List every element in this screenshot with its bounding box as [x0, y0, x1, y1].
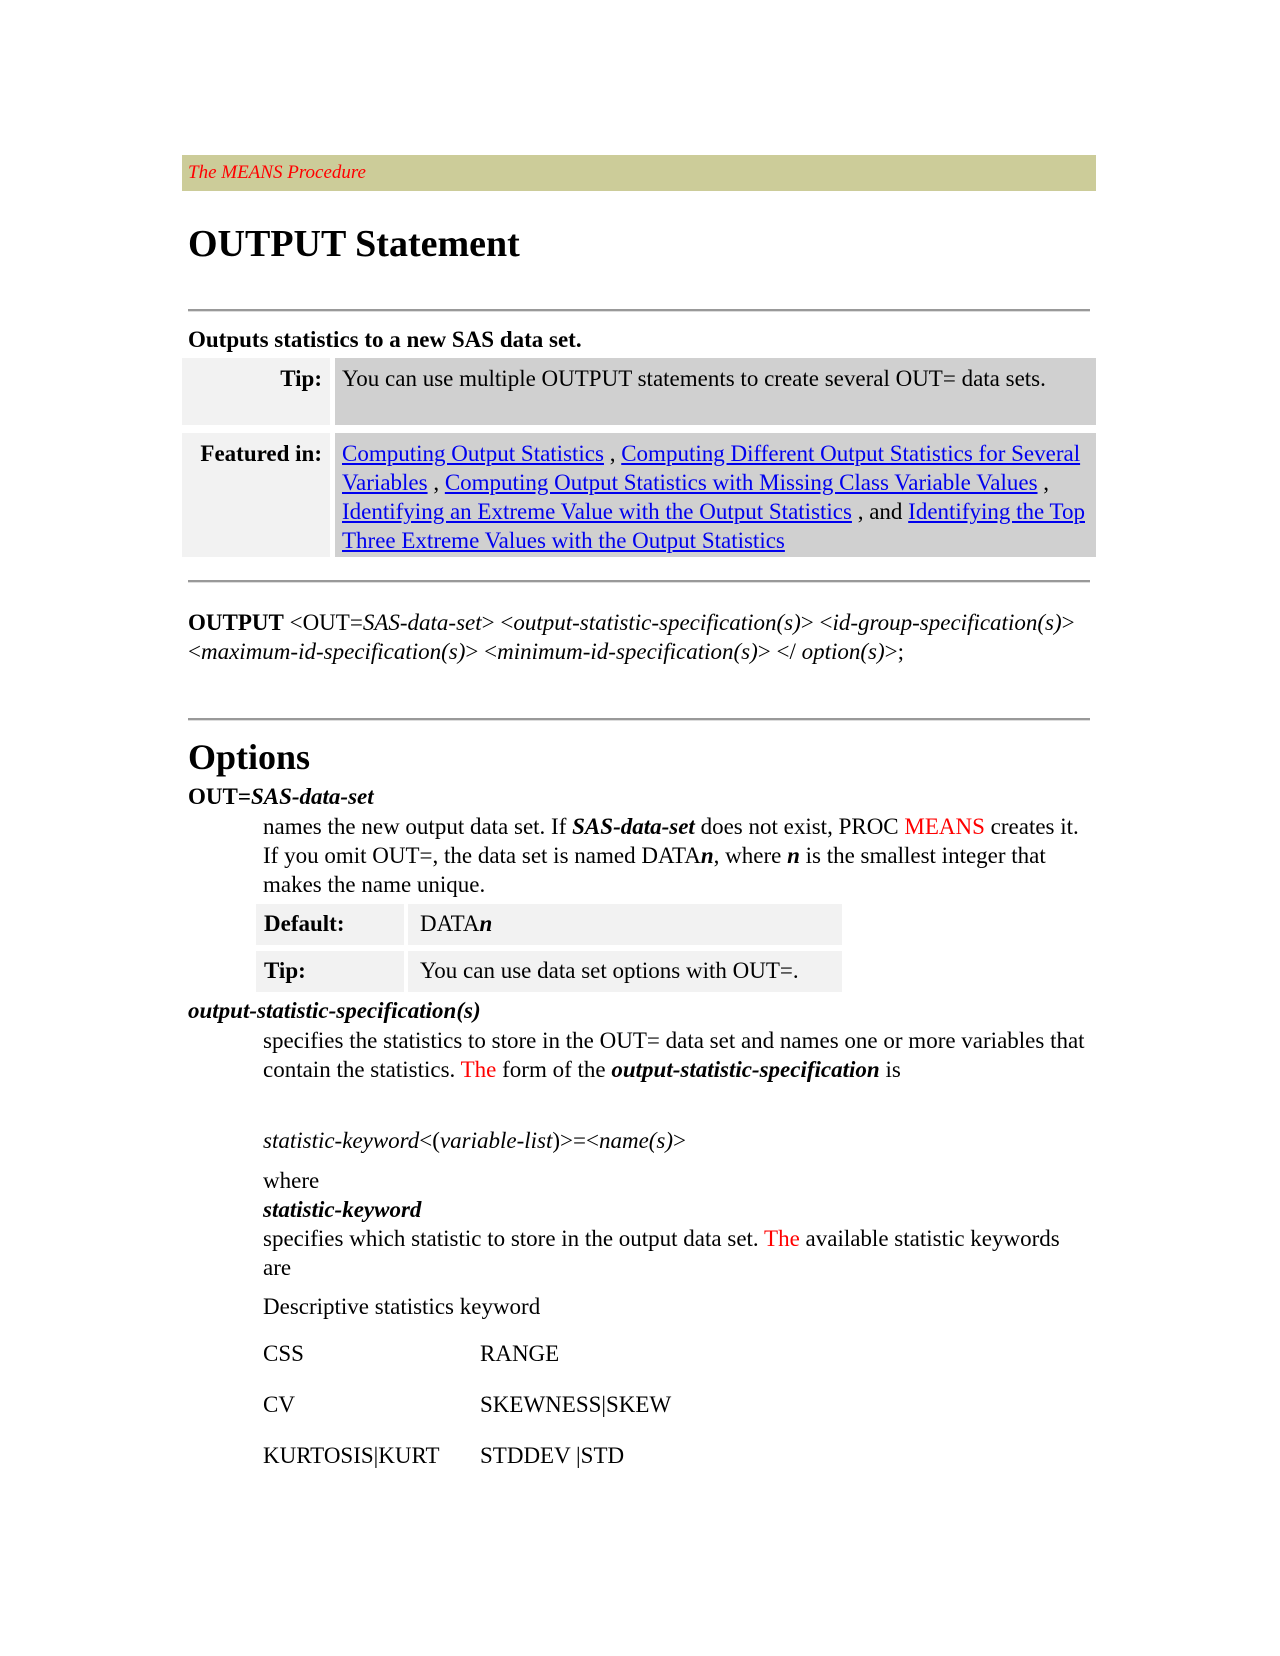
desc-text: is — [879, 1057, 901, 1082]
featured-link[interactable]: Identifying the Top Three Extreme Values with the Output Statistics — [342, 499, 1085, 553]
option-tip-row — [256, 951, 842, 992]
option-out-description — [263, 812, 1093, 899]
desc-arg: n — [787, 843, 800, 868]
desc-highlight: The — [460, 1057, 497, 1082]
divider — [188, 309, 1090, 312]
desc-text: creates it. If you omit OUT=, the data set is named DATA — [263, 814, 1079, 868]
statistic-form — [263, 1126, 1093, 1155]
option-out-name — [188, 784, 374, 810]
default-value — [408, 904, 842, 945]
featured-link[interactable]: Identifying an Extreme Value with the Output Statistics — [342, 499, 852, 524]
syntax-arg: id-group-specification(s) — [832, 610, 1062, 635]
desc-text: specifies which statistic to store in the output data set. — [263, 1226, 765, 1251]
form-arg: name(s) — [598, 1128, 674, 1153]
options-heading: Options — [188, 737, 311, 777]
option-tip-value: You can use data set options with OUT=. — [408, 951, 842, 992]
link-separator: , — [1037, 470, 1050, 495]
option-name-arg: SAS-data-set — [250, 784, 374, 809]
keyword-cell: CSS — [263, 1341, 304, 1366]
syntax-text: > </ — [757, 639, 802, 664]
desc-highlight: The — [764, 1226, 800, 1251]
featured-link[interactable]: Computing Different Output Statistics for Several Variables — [342, 441, 1081, 495]
desc-text: specifies the statistics to store in the OUT= data set and names one or more variables that contain the statistics. — [263, 1028, 1085, 1082]
tip-row — [182, 358, 1096, 425]
syntax-text: > < — [800, 610, 833, 635]
option-stat-description — [263, 1026, 1093, 1084]
divider — [188, 580, 1090, 583]
keyword-cell: CV — [263, 1392, 295, 1417]
keyword-term-text: statistic-keyword — [263, 1197, 422, 1222]
form-text: > — [673, 1128, 687, 1153]
syntax-arg: minimum-id-specification(s) — [497, 639, 758, 664]
desc-arg: SAS-data-set — [572, 814, 695, 839]
syntax-text: >; — [884, 639, 905, 664]
syntax-arg: SAS-data-set — [362, 610, 482, 635]
default-value-arg: n — [479, 911, 493, 936]
link-separator: , and — [851, 499, 909, 524]
keyword-cell: KURTOSIS|KURT — [263, 1443, 440, 1468]
form-arg: variable-list — [439, 1128, 553, 1153]
desc-text: form of the — [496, 1057, 612, 1082]
keyword-cell: SKEWNESS|SKEW — [480, 1392, 672, 1417]
where-text: where — [263, 1168, 320, 1193]
keyword-term — [263, 1195, 1093, 1224]
desc-text: does not exist, PROC — [694, 814, 905, 839]
option-name-text: OUT= — [188, 784, 251, 809]
default-row — [256, 904, 842, 945]
featured-link[interactable]: Computing Output Statistics — [342, 441, 604, 466]
featured-row — [182, 433, 1096, 557]
statement-syntax — [188, 608, 1088, 666]
option-name-arg: output-statistic-specification(s) — [188, 998, 481, 1023]
syntax-text: > < — [188, 610, 1075, 664]
desc-highlight: MEANS — [904, 814, 985, 839]
option-tip-label: Tip: — [256, 951, 404, 992]
tip-label: Tip: — [182, 358, 330, 425]
keyword-cell: RANGE — [480, 1341, 560, 1366]
syntax-text: <OUT= — [283, 610, 363, 635]
syntax-arg: output-statistic-specification(s) — [513, 610, 801, 635]
desc-text: is the smallest integer that makes the name unique. — [263, 843, 1046, 897]
default-value-text: DATA — [420, 911, 480, 936]
banner-text: The MEANS Procedure — [188, 162, 366, 183]
page-title: OUTPUT Statement — [188, 223, 520, 265]
form-text: <( — [419, 1128, 440, 1153]
syntax-arg: maximum-id-specification(s) — [200, 639, 466, 664]
default-label: Default: — [256, 904, 404, 945]
featured-links — [335, 433, 1096, 557]
keyword-description — [263, 1224, 1093, 1282]
statement-summary: Outputs statistics to a new SAS data set. — [188, 327, 582, 352]
desc-text: names the new output data set. If — [263, 814, 573, 839]
option-stat-name — [188, 998, 481, 1024]
keyword-cell: STDDEV |STD — [480, 1443, 625, 1468]
desc-arg: n — [700, 843, 714, 868]
form-arg: statistic-keyword — [263, 1128, 420, 1153]
tip-text: You can use multiple OUTPUT statements to create several OUT= data sets. — [335, 358, 1096, 425]
form-text: )>=< — [552, 1128, 599, 1153]
procedure-banner — [182, 155, 1096, 191]
keyword-table-heading: Descriptive statistics keyword — [263, 1294, 541, 1319]
divider — [188, 718, 1090, 721]
link-separator: , — [603, 441, 622, 466]
desc-arg: output-statistic-specification — [611, 1057, 880, 1082]
syntax-text: > < — [465, 639, 498, 664]
syntax-arg: option(s) — [801, 639, 885, 664]
desc-text: , where — [713, 843, 788, 868]
syntax-keyword: OUTPUT — [188, 610, 284, 635]
desc-text: available statistic keywords are — [263, 1226, 1060, 1280]
featured-link[interactable]: Computing Output Statistics with Missing Class Variable Values — [444, 470, 1038, 495]
link-separator: , — [427, 470, 445, 495]
featured-label: Featured in: — [182, 433, 330, 557]
syntax-text: > < — [481, 610, 514, 635]
